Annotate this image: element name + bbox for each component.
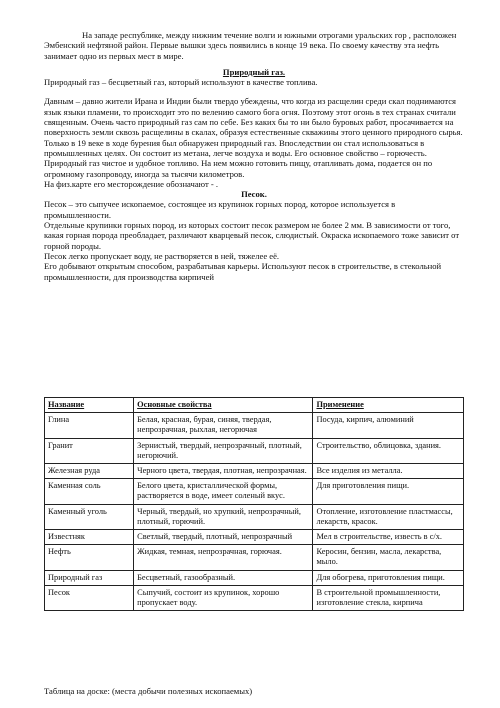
cell-usage: Для приготовления пищи. xyxy=(313,479,464,504)
body-text xyxy=(44,30,464,282)
header-name: Название xyxy=(45,398,134,413)
sand-water: Песок легко пропускает воду, не растворяется в ней, тяжелее её. xyxy=(44,250,280,261)
cell-properties: Черный, твердый, но хрупкий, непрозрачный, плотный, горючий. xyxy=(134,504,313,529)
cell-properties: Белого цвета, кристаллической формы, растворяется в воде, имеет соленый вкус. xyxy=(134,479,313,504)
cell-properties: Светлый, твердый, плотный, непрозрачный xyxy=(134,530,313,545)
table-header-row xyxy=(45,398,464,413)
table-row xyxy=(45,438,464,463)
sand-mining: Его добывают открытым способом, разрабатывая карьеры. Используют песок в строительстве, в стекольной промышленности, для производства кирпичей xyxy=(44,261,442,282)
cell-usage: Все изделия из металла. xyxy=(313,464,464,479)
cell-usage: Посуда, кирпич, алюминий xyxy=(313,413,464,438)
intro-paragraph: На западе республике, между нижним течение волги и южными отрогами уральских гор , расположен Эмбенский нефтяной район. Первые вышки здесь появились в конце 19 века. По своему качеству эта нефть занимает одно из первых мест в мире. xyxy=(44,30,457,61)
header-properties: Основные свойства xyxy=(134,398,313,413)
cell-name: Природный газ xyxy=(45,570,134,585)
cell-properties: Жидкая, темная, непрозрачная, горючая. xyxy=(134,545,313,570)
cell-usage: Отопление, изготовление пластмассы, лекарств, красок. xyxy=(313,504,464,529)
cell-usage: Мел в строительстве, известь в с/х. xyxy=(313,530,464,545)
cell-name: Железная руда xyxy=(45,464,134,479)
gas-definition: Природный газ – бесцветный газ, который используют в качестве топлива. xyxy=(44,77,318,88)
sand-definition: Песок – это сыпучее ископаемое, состоящее из крупинок горных пород, которое используется в промышленности. xyxy=(44,199,396,220)
sand-heading: Песок. xyxy=(241,189,267,200)
table-row xyxy=(45,464,464,479)
table-caption: Таблица на доске: (места добычи полезных ископаемых) xyxy=(44,686,253,696)
cell-name: Каменный уголь xyxy=(45,504,134,529)
cell-usage: Строительство, облицовка, здания. xyxy=(313,438,464,463)
table-row xyxy=(45,530,464,545)
cell-name: Глина xyxy=(45,413,134,438)
cell-properties: Сыпучий, состоит из крупинок, хорошо пропускает воду. xyxy=(134,585,313,610)
sand-grains: Отдельные крупинки горных пород, из которых состоит песок размером не более 2 мм. В зависимости от того, какая горная порода преобладает, различают кварцевый песок, слюдистый. Окраска ископаемого тоже зависит от горной породы. xyxy=(44,220,460,251)
table-row xyxy=(45,570,464,585)
gas-history: Давным – давно жители Ирана и Индии были твердо убеждены, что когда из расщелин среди скал поднимаются язык языки пламени, то происходит это по велению самого бога огня. Поэтому этот огонь в тех странах считали священным. Очень часто природный газ сам по себе. Без каких бы то ни было буровых работ, просачивается на поверхность земли сквозь расщелины в скалах, образуя естественные скважины этого ценного природного сырья. Только в 19 веке в ходе бурения был обнаружен природный газ. Впоследствии он стал использоваться в промышленных целях. Он состоит из метана, легче воздуха и воды. Его основное свойство – горючесть. xyxy=(44,96,463,158)
cell-name: Гранит xyxy=(45,438,134,463)
cell-properties: Черного цвета, твердая, плотная, непрозрачная. xyxy=(134,464,313,479)
cell-properties: Зернистый, твердый, непрозрачный, плотный, негорючий. xyxy=(134,438,313,463)
cell-properties: Бесцветный, газообразный. xyxy=(134,570,313,585)
gas-usage: Природный газ чистое и удобное топливо. На нем можно готовить пищу, отапливать дома, подается он по огромному газопроводу, иногда за тысячи километров. xyxy=(44,158,433,179)
header-usage: Применение xyxy=(313,398,464,413)
table-row xyxy=(45,545,464,570)
gas-heading: Природный газ. xyxy=(222,66,286,77)
cell-usage: Керосин, бензин, масла, лекарства, мыло. xyxy=(313,545,464,570)
cell-properties: Белая, красная, бурая, синяя, твердая, непрозрачная, рыхлая, негорючая xyxy=(134,413,313,438)
cell-name: Каменная соль xyxy=(45,479,134,504)
cell-usage: Для обогрева, приготовления пищи. xyxy=(313,570,464,585)
cell-usage: В строительной промышленности, изготовление стекла, кирпича xyxy=(313,585,464,610)
table-row xyxy=(45,504,464,529)
cell-name: Песок xyxy=(45,585,134,610)
gas-map-note: На физ.карте его месторождение обозначают - . xyxy=(44,178,219,189)
table-row xyxy=(45,585,464,610)
cell-name: Известняк xyxy=(45,530,134,545)
table-row xyxy=(45,479,464,504)
table-row xyxy=(45,413,464,438)
spacer xyxy=(44,87,464,96)
cell-name: Нефть xyxy=(45,545,134,570)
minerals-table xyxy=(44,397,464,611)
